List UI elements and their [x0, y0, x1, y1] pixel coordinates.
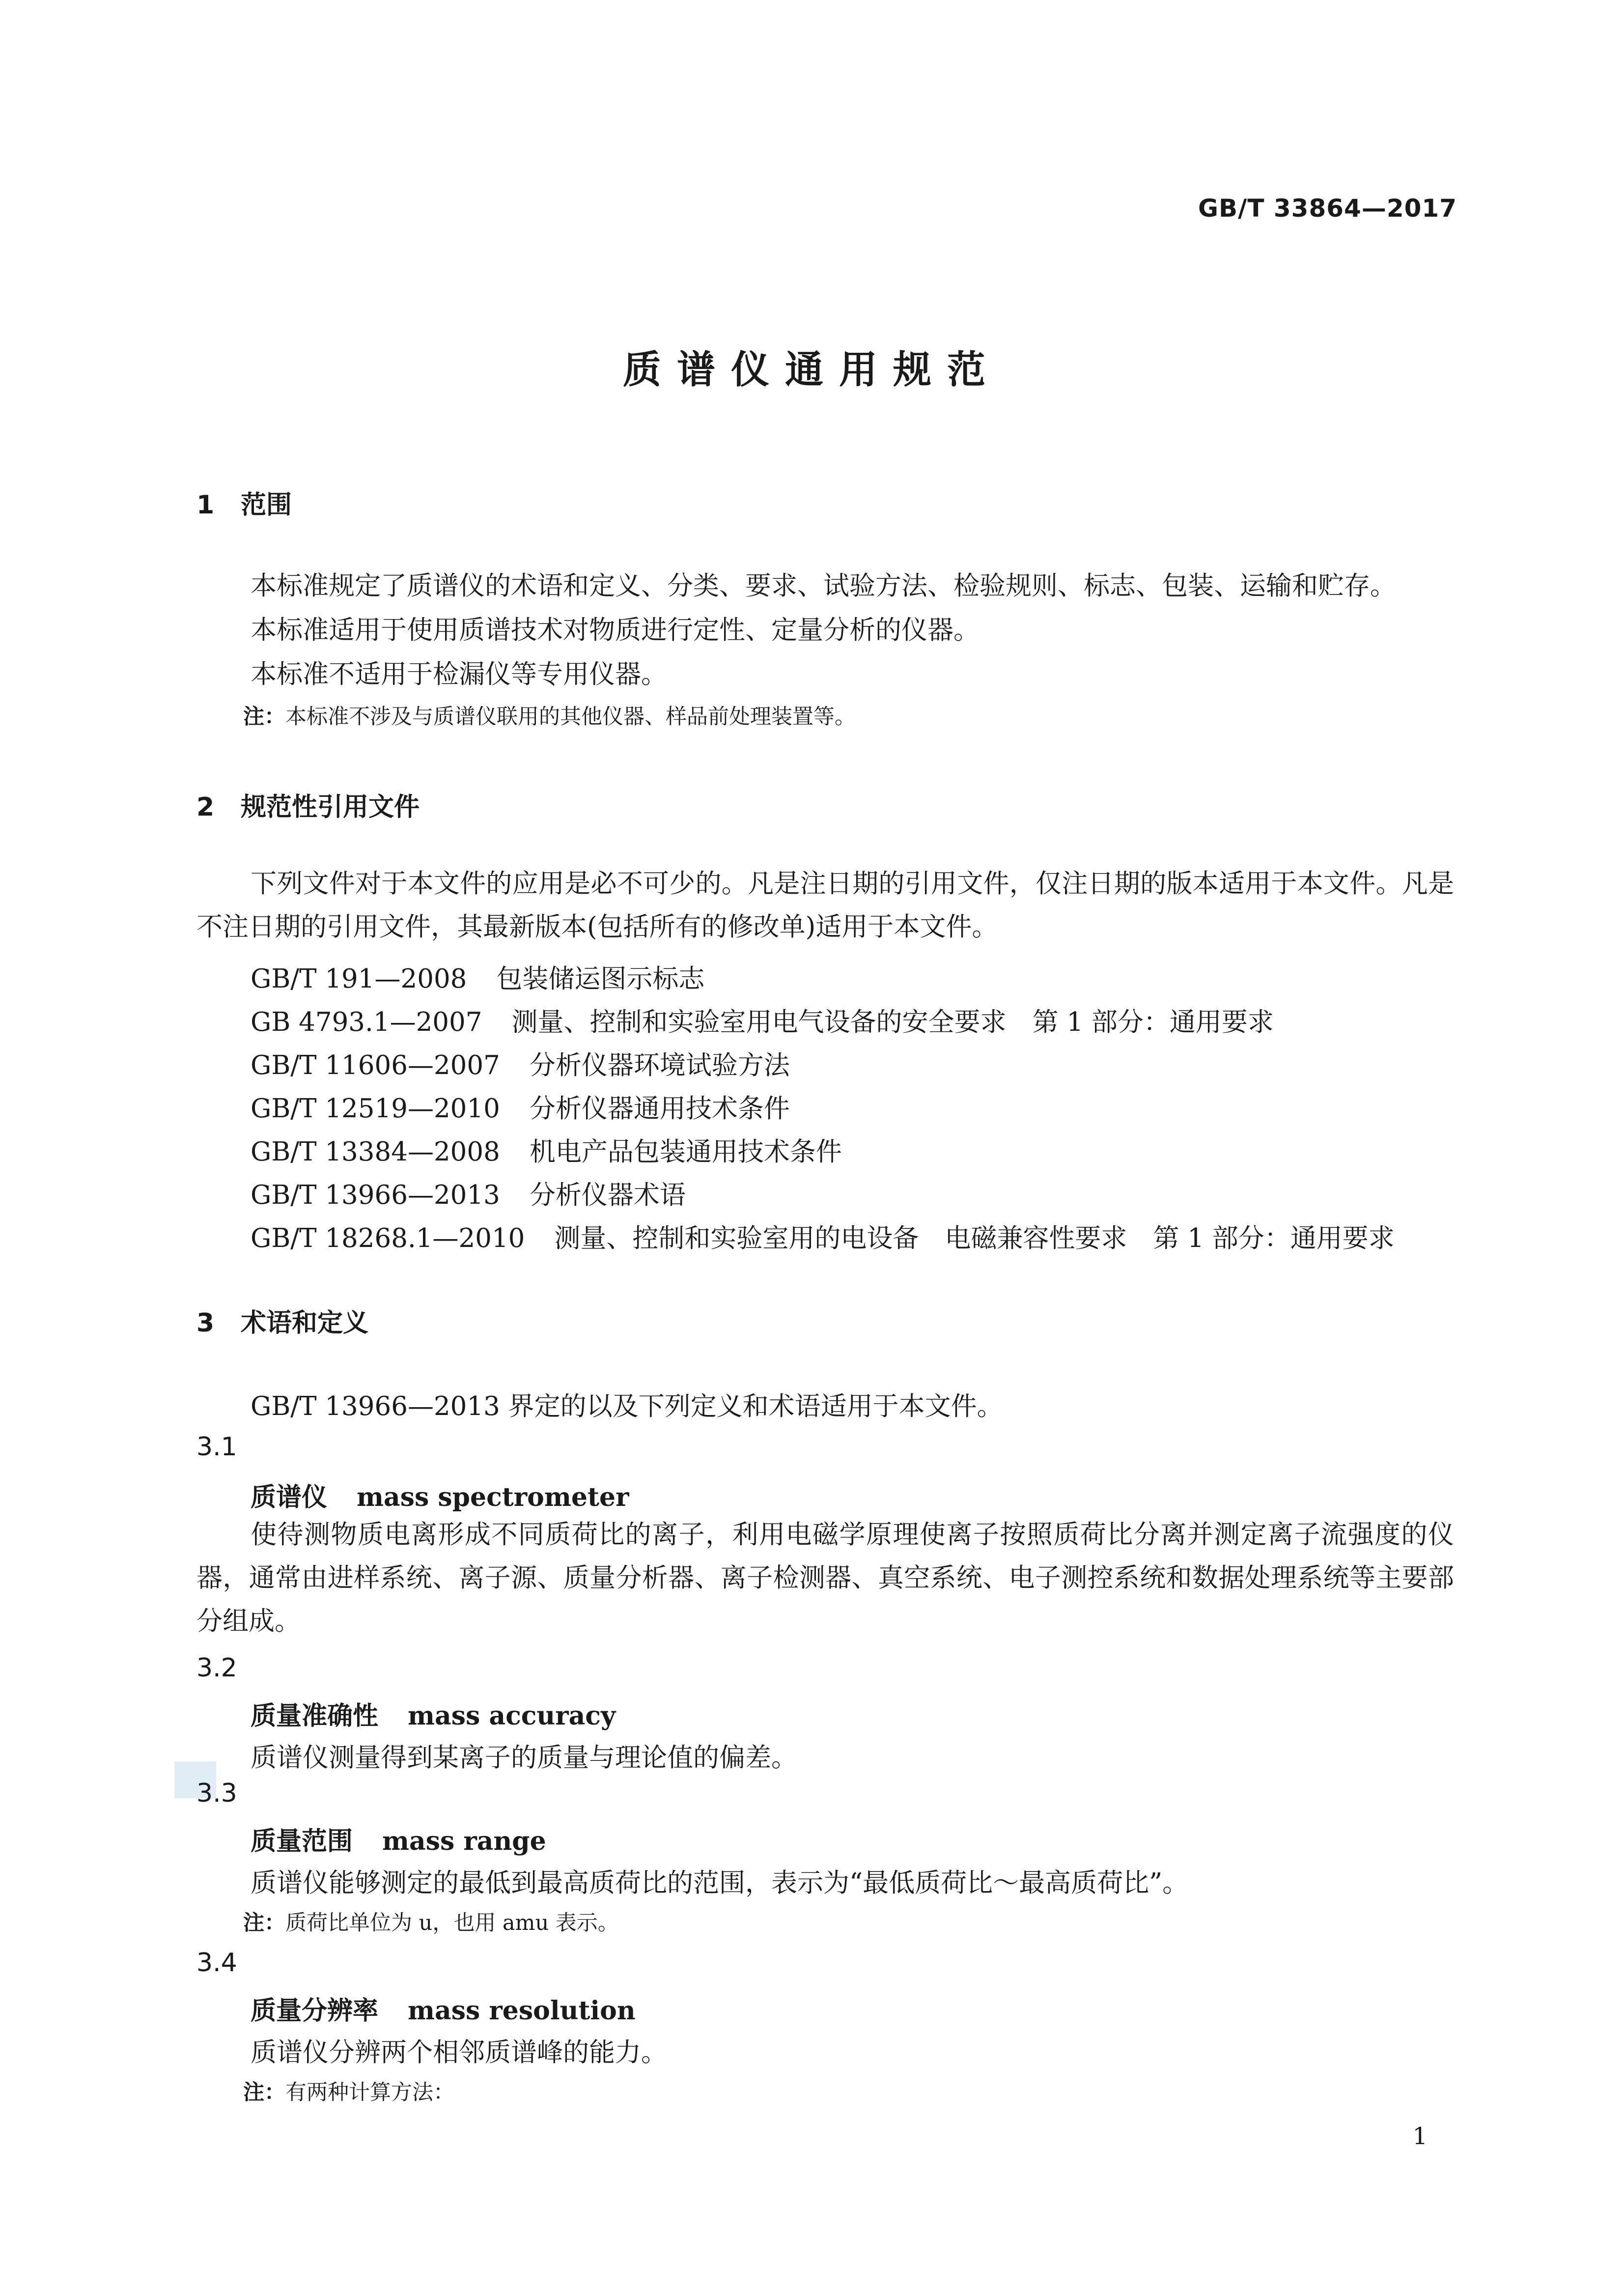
- reference-title: 分析仪器术语: [529, 1180, 686, 1210]
- section-title: 范围: [241, 490, 292, 520]
- section-title: 规范性引用文件: [241, 793, 420, 822]
- reference-item: [251, 1045, 790, 1082]
- term-zh: 质量准确性: [251, 1701, 379, 1731]
- reference-code: GB/T 18268.1—2010: [251, 1223, 525, 1253]
- page-number: 1: [1412, 2123, 1428, 2150]
- reference-title: 分析仪器通用技术条件: [529, 1094, 790, 1124]
- note-label: 注：: [243, 2080, 285, 2105]
- reference-code: GB/T 191—2008: [251, 964, 467, 994]
- term-number: 3.1: [196, 1432, 237, 1462]
- term-heading: [251, 1990, 636, 2027]
- note-text: 本标准不涉及与质谱仪联用的其他仪器、样品前处理装置等。: [285, 705, 856, 729]
- reference-item: [251, 1001, 1274, 1039]
- reference-title: 机电产品包装通用技术条件: [529, 1137, 842, 1167]
- paragraph: 下列文件对于本文件的应用是必不可少的。凡是注日期的引用文件，仅注日期的版本适用于本文件。凡是不注日期的引用文件，其最新版本(包括所有的修改单)适用于本文件。: [196, 869, 1454, 942]
- paragraph: 本标准适用于使用质谱技术对物质进行定性、定量分析的仪器。: [251, 615, 980, 645]
- term-heading: [251, 1695, 616, 1732]
- section-number: 2: [196, 793, 215, 822]
- note-label: 注：: [243, 705, 285, 729]
- term-heading: [251, 1820, 546, 1857]
- reference-code: GB/T 13384—2008: [251, 1137, 500, 1167]
- term-zh: 质量范围: [251, 1827, 353, 1856]
- term-en: mass range: [382, 1826, 546, 1856]
- reference-code: GB/T 11606—2007: [251, 1050, 500, 1080]
- note: [243, 1906, 619, 1936]
- reference-item: [251, 1174, 686, 1212]
- reference-title: 测量、控制和实验室用电气设备的安全要求 第 1 部分：通用要求: [511, 1007, 1274, 1037]
- note-label: 注：: [243, 1911, 285, 1935]
- term-en: mass spectrometer: [357, 1482, 629, 1512]
- paragraph: GB/T 13966—2013 界定的以及下列定义和术语适用于本文件。: [251, 1391, 1003, 1421]
- reference-title: 分析仪器环境试验方法: [529, 1050, 790, 1080]
- term-definition: 质谱仪测量得到某离子的质量与理论值的偏差。: [251, 1743, 797, 1773]
- section-number: 3: [196, 1308, 215, 1338]
- paragraph: 本标准不适用于检漏仪等专用仪器。: [251, 659, 667, 689]
- term-number: 3.3: [196, 1779, 237, 1808]
- section-title: 术语和定义: [241, 1308, 369, 1338]
- reference-title: 测量、控制和实验室用的电设备 电磁兼容性要求 第 1 部分：通用要求: [554, 1223, 1395, 1253]
- standard-code: GB/T 33864—2017: [1198, 194, 1457, 223]
- section-heading-terms-definitions: [196, 1302, 368, 1339]
- paragraph: 本标准规定了质谱仪的术语和定义、分类、要求、试验方法、检验规则、标志、包装、运输和贮存。: [251, 571, 1396, 601]
- document-title: 质谱仪通用规范: [622, 348, 1001, 392]
- term-zh: 质量分辨率: [251, 1996, 379, 2026]
- term-en: mass resolution: [408, 1996, 636, 2026]
- term-en: mass accuracy: [408, 1701, 616, 1731]
- reference-item: [251, 1088, 790, 1125]
- section-heading-scope: [196, 484, 292, 521]
- term-heading: [251, 1476, 629, 1513]
- term-number: 3.4: [196, 1948, 237, 1978]
- reference-code: GB/T 13966—2013: [251, 1180, 500, 1210]
- reference-item: [251, 958, 704, 995]
- term-definition: 使待测物质电离形成不同质荷比的离子，利用电磁学原理使离子按照质荷比分离并测定离子流强度的仪器，通常由进样系统、离子源、质量分析器、离子检测器、真空系统、电子测控系统和数据处理系统等主要部分组成。: [196, 1520, 1454, 1636]
- section-heading-normative-references: [196, 786, 420, 823]
- term-definition: 质谱仪能够测定的最低到最高质荷比的范围，表示为“最低质荷比～最高质荷比”。: [251, 1868, 1189, 1898]
- note: [243, 700, 856, 730]
- term-zh: 质谱仪: [251, 1483, 328, 1512]
- note-text: 有两种计算方法：: [285, 2080, 454, 2105]
- term-number: 3.2: [196, 1653, 237, 1683]
- note-text: 质荷比单位为 u，也用 amu 表示。: [285, 1911, 619, 1935]
- reference-code: GB/T 12519—2010: [251, 1094, 500, 1124]
- reference-code: GB 4793.1—2007: [251, 1007, 482, 1037]
- note: [243, 2076, 454, 2106]
- term-definition: 质谱仪分辨两个相邻质谱峰的能力。: [251, 2038, 667, 2067]
- reference-item: [251, 1217, 1395, 1255]
- reference-title: 包装储运图示标志: [496, 964, 705, 994]
- reference-item: [251, 1131, 842, 1168]
- section-number: 1: [196, 490, 215, 520]
